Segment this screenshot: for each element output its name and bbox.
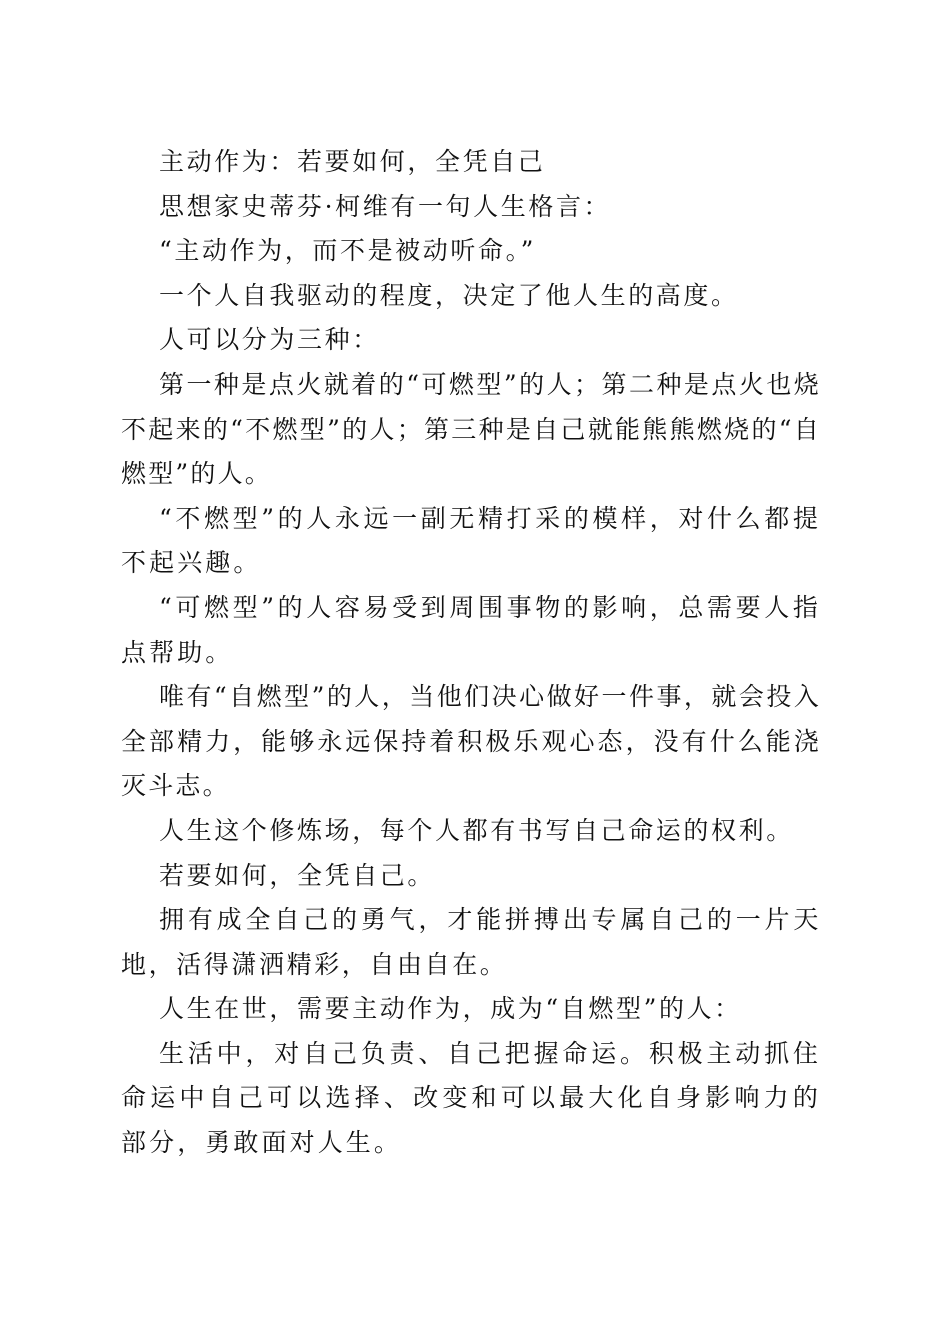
paragraph: “不燃型”的人永远一副无精打采的模样，对什么都提不起兴趣。 — [121, 503, 821, 578]
paragraph: 一个人自我驱动的程度，决定了他人生的高度。 — [159, 280, 739, 310]
article-title: 主动作为：若要如何，全凭自己 — [159, 147, 546, 176]
paragraph: 人生这个修炼场，每个人都有书写自己命运的权利。 — [159, 815, 794, 845]
paragraph: 拥有成全自己的勇气，才能拼搏出专属自己的一片天地，活得潇洒精彩，自由自在。 — [121, 905, 821, 979]
paragraph: “可燃型”的人容易受到周围事物的影响，总需要人指点帮助。 — [121, 592, 821, 667]
paragraph: 思想家史蒂芬·柯维有一句人生格言： — [159, 191, 612, 221]
paragraph: 唯有“自燃型”的人，当他们决心做好一件事，就会投入全部精力，能够永远保持着积极乐观心态，没有什么能浇灭斗志。 — [121, 682, 821, 801]
paragraph: 人生在世，需要主动作为，成为“自燃型”的人： — [159, 994, 742, 1024]
paragraph: 第一种是点火就着的“可燃型”的人；第二种是点火也烧不起来的“不燃型”的人；第三种是自己就能熊熊燃烧的“自燃型”的人。 — [121, 369, 821, 489]
document-body — [121, 140, 821, 1166]
paragraph: 人可以分为三种： — [159, 325, 380, 355]
paragraph: 生活中，对自己负责、自己把握命运。积极主动抓住命运中自己可以选择、改变和可以最大化自身影响力的部分，勇敢面对人生。 — [121, 1038, 821, 1158]
paragraph: 若要如何，全凭自己。 — [159, 860, 436, 890]
quote-paragraph: “主动作为，而不是被动听命。” — [159, 236, 537, 266]
